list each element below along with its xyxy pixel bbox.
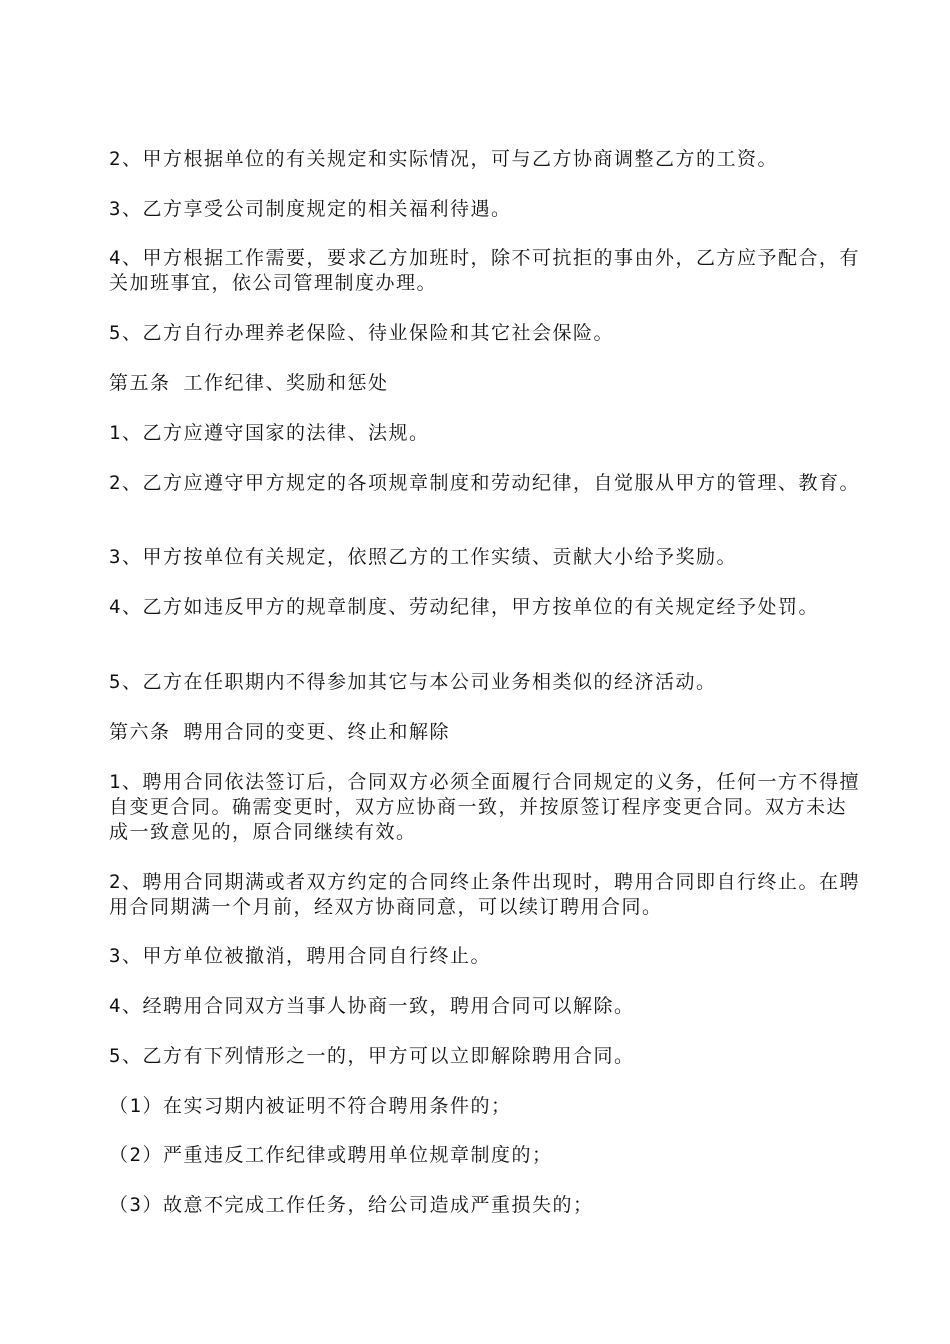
paragraph-2-discipline: 2、乙方应遵守甲方规定的各项规章制度和劳动纪律，自觉服从甲方的管理、教育。 (109, 472, 860, 494)
paragraph-2-salary: 2、甲方根据单位的有关规定和实际情况，可与乙方协商调整乙方的工资。 (109, 148, 778, 170)
section-heading-article-6: 第六条 聘用合同的变更、终止和解除 (109, 721, 450, 743)
paragraph-5-insurance: 5、乙方自行办理养老保险、待业保险和其它社会保险。 (109, 322, 614, 344)
list-item-probation: （1）在实习期内被证明不符合聘用条件的； (109, 1095, 512, 1117)
paragraph-3-unit-revoked: 3、甲方单位被撤消，聘用合同自行终止。 (109, 945, 491, 967)
paragraph-4-punishment: 4、乙方如违反甲方的规章制度、劳动纪律，甲方按单位的有关规定经予处罚。 (109, 596, 819, 618)
paragraph-3-rewards: 3、甲方按单位有关规定，依照乙方的工作实绩、贡献大小给予奖励。 (109, 546, 737, 568)
paragraph-4-overtime: 4、甲方根据工作需要，要求乙方加班时，除不可抗拒的事由外，乙方应予配合，有关加班事宜，依公司管理制度办理。 (109, 247, 860, 294)
section-heading-article-5: 第五条 工作纪律、奖励和惩处 (109, 372, 389, 394)
paragraph-5-immediate-termination: 5、乙方有下列情形之一的，甲方可以立即解除聘用合同。 (109, 1045, 635, 1067)
paragraph-4-mutual-termination: 4、经聘用合同双方当事人协商一致，聘用合同可以解除。 (109, 995, 635, 1017)
paragraph-5-competing-activities: 5、乙方在任职期内不得参加其它与本公司业务相类似的经济活动。 (109, 671, 717, 693)
paragraph-1-laws: 1、乙方应遵守国家的法律、法规。 (109, 422, 430, 444)
list-item-intentional-failure: （3）故意不完成工作任务，给公司造成严重损失的； (109, 1194, 594, 1216)
list-item-serious-violation: （2）严重违反工作纪律或聘用单位规章制度的； (109, 1144, 553, 1166)
paragraph-3-benefits: 3、乙方享受公司制度规定的相关福利待遇。 (109, 198, 512, 220)
paragraph-1-contract-change: 1、聘用合同依法签订后，合同双方必须全面履行合同规定的义务，任何一方不得擅自变更合同。确需变更时，双方应协商一致，并按原签订程序变更合同。双方未达成一致意见的，原合同继续有效。 (109, 771, 860, 843)
paragraph-2-contract-expiry: 2、聘用合同期满或者双方约定的合同终止条件出现时，聘用合同即自行终止。在聘用合同期满一个月前，经双方协商同意，可以续订聘用合同。 (109, 871, 860, 918)
